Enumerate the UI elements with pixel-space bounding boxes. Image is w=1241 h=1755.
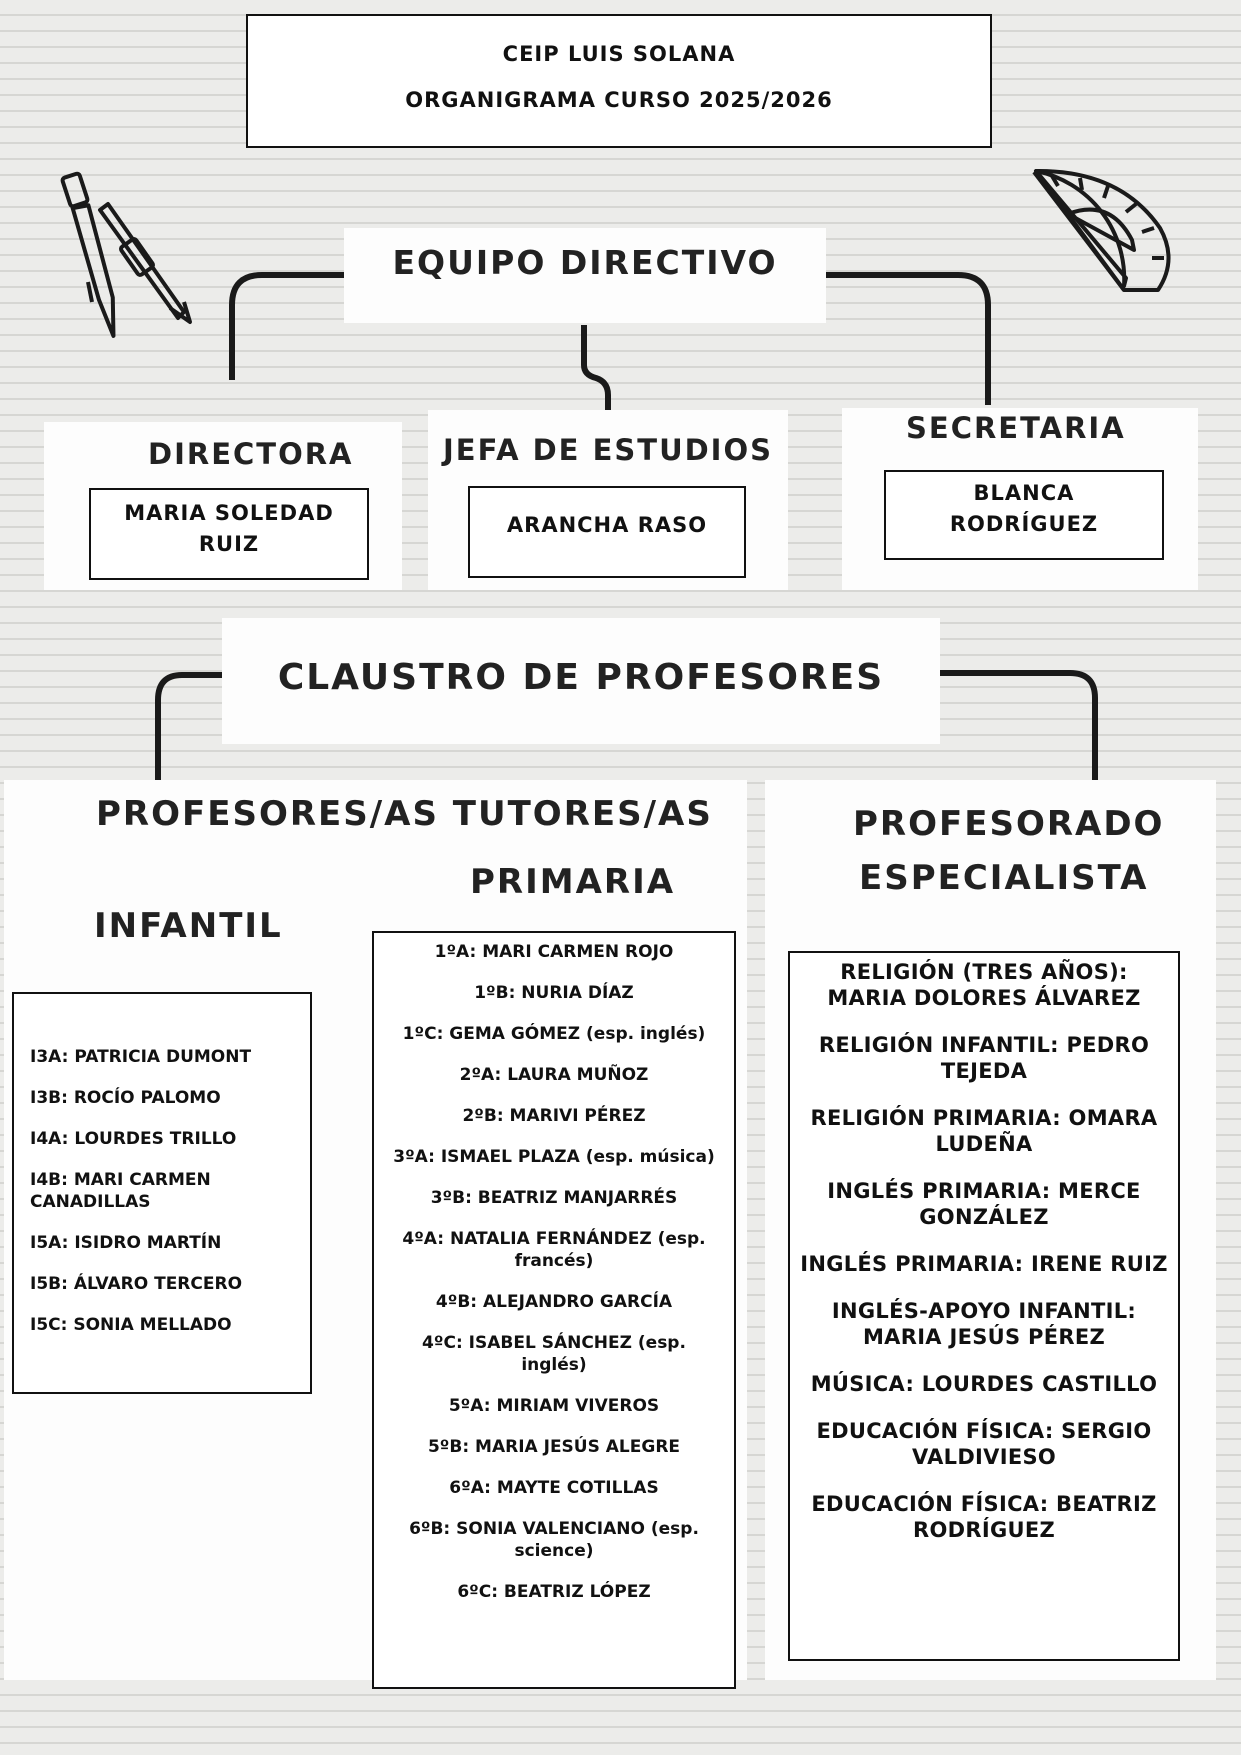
claustro-box <box>222 618 940 744</box>
list-item: EDUCACIÓN FÍSICA: SERGIO VALDIVIESO <box>816 1419 1152 1469</box>
list-item: RELIGIÓN INFANTIL: PEDRO TEJEDA <box>818 1033 1150 1083</box>
list-item: I5B: ÁLVARO TERCERO <box>30 1274 243 1294</box>
compass-icon <box>62 173 190 339</box>
protractor-icon <box>1034 171 1169 290</box>
list-item: I5A: ISIDRO MARTÍN <box>30 1233 222 1253</box>
list-item: INGLÉS PRIMARIA: IRENE RUIZ <box>800 1252 1168 1276</box>
list-item: I3A: PATRICIA DUMONT <box>30 1047 252 1067</box>
connector-tutores <box>158 675 226 780</box>
list-item: I4B: MARI CARMEN CANADILLAS <box>30 1170 211 1212</box>
list-item: I5C: SONIA MELLADO <box>30 1315 232 1335</box>
school-name: CEIP LUIS SOLANA <box>502 42 736 66</box>
jefa-estudios-name: ARANCHA RASO <box>506 513 708 537</box>
list-item: I4A: LOURDES TRILLO <box>30 1129 237 1149</box>
list-item: 2ºA: LAURA MUÑOZ <box>459 1065 649 1085</box>
list-item: 6ºC: BEATRIZ LÓPEZ <box>457 1582 651 1602</box>
list-item: 3ºB: BEATRIZ MANJARRÉS <box>430 1188 678 1208</box>
list-item: RELIGIÓN (TRES AÑOS): MARIA DOLORES ÁLVAREZ <box>827 960 1141 1010</box>
jefa-estudios-card <box>428 410 788 590</box>
secretaria-role: SECRETARIA <box>906 411 1126 445</box>
list-item: 6ºA: MAYTE COTILLAS <box>449 1478 659 1498</box>
tutores-title: PROFESORES/AS TUTORES/AS <box>96 794 713 834</box>
jefa-estudios-role: JEFA DE ESTUDIOS <box>442 433 774 467</box>
list-item: INGLÉS-APOYO INFANTIL: MARIA JESÚS PÉREZ <box>831 1299 1137 1349</box>
connector-especialista <box>932 673 1095 780</box>
jefa-estudios-name-box <box>468 486 746 578</box>
list-item: I3B: ROCÍO PALOMO <box>30 1088 221 1108</box>
especialista-title-line2: ESPECIALISTA <box>859 858 1149 898</box>
equipo-directivo-title: EQUIPO DIRECTIVO <box>392 243 778 282</box>
list-item: INGLÉS PRIMARIA: MERCE GONZÁLEZ <box>827 1179 1141 1229</box>
list-item: 1ºA: MARI CARMEN ROJO <box>434 942 674 962</box>
list-item: 2ºB: MARIVI PÉREZ <box>462 1106 646 1126</box>
list-item: 5ºB: MARIA JESÚS ALEGRE <box>427 1437 681 1457</box>
directora-card <box>44 422 402 590</box>
list-item: 4ºC: ISABEL SÁNCHEZ (esp. inglés) <box>422 1333 686 1375</box>
especialista-list <box>788 951 1180 1661</box>
list-item: 3ºA: ISMAEL PLAZA (esp. música) <box>393 1147 715 1167</box>
list-item: 4ºB: ALEJANDRO GARCÍA <box>435 1292 673 1312</box>
secretaria-name-box <box>884 470 1164 560</box>
list-item: MÚSICA: LOURDES CASTILLO <box>810 1372 1158 1396</box>
infantil-list <box>12 992 312 1394</box>
list-item: 4ºA: NATALIA FERNÁNDEZ (esp. francés) <box>402 1229 706 1271</box>
primaria-list <box>372 931 736 1689</box>
list-item: RELIGIÓN PRIMARIA: OMARA LUDEÑA <box>810 1106 1158 1156</box>
list-item: 1ºB: NURIA DÍAZ <box>474 983 634 1003</box>
connector-directora <box>232 275 344 380</box>
directora-name-box <box>89 488 369 580</box>
list-item: 1ºC: GEMA GÓMEZ (esp. inglés) <box>402 1024 706 1044</box>
list-item: 5ºA: MIRIAM VIVEROS <box>448 1396 660 1416</box>
secretaria-card <box>842 408 1198 590</box>
equipo-directivo-box <box>344 228 826 323</box>
list-item: EDUCACIÓN FÍSICA: BEATRIZ RODRÍGUEZ <box>811 1492 1157 1542</box>
connector-secretaria <box>826 275 988 405</box>
secretaria-name: BLANCA RODRÍGUEZ <box>949 481 1099 536</box>
org-chart-subtitle: ORGANIGRAMA CURSO 2025/2026 <box>405 88 833 112</box>
primaria-title: PRIMARIA <box>470 862 676 902</box>
directora-role: DIRECTORA <box>148 437 354 471</box>
claustro-title: CLAUSTRO DE PROFESORES <box>277 657 885 698</box>
especialista-title-line1: PROFESORADO <box>853 804 1165 844</box>
list-item: 6ºB: SONIA VALENCIANO (esp. science) <box>409 1519 699 1561</box>
infantil-title: INFANTIL <box>94 906 283 946</box>
directora-name: MARIA SOLEDAD RUIZ <box>124 501 334 556</box>
